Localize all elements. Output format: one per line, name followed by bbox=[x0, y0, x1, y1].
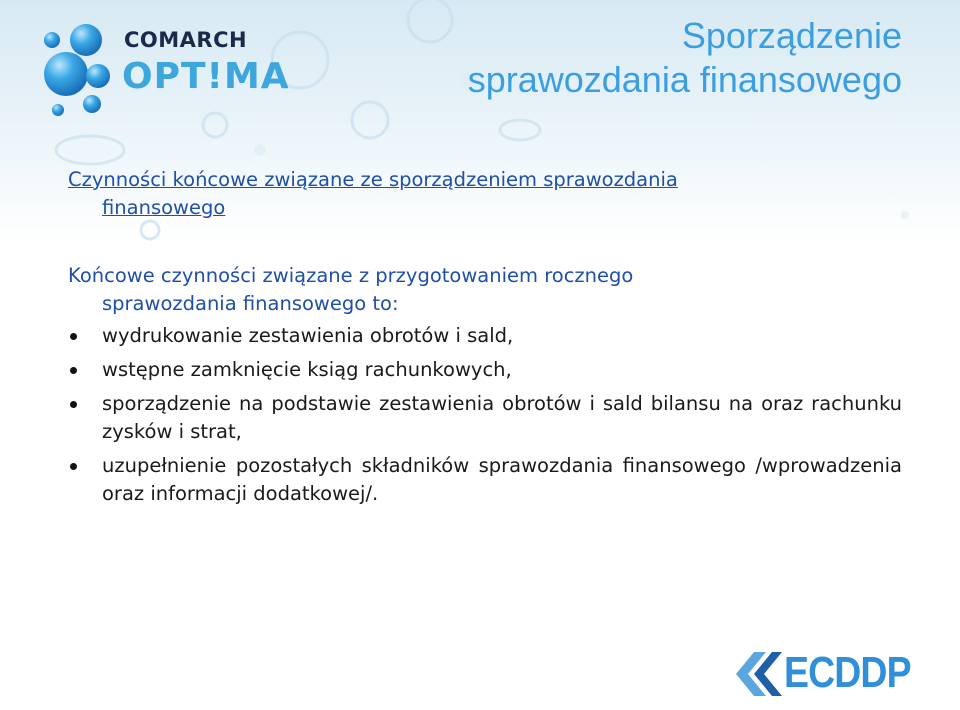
section-heading-line2: finansowego bbox=[102, 196, 226, 219]
intro-line1: Końcowe czynności związane z przygotowaniem rocznego bbox=[68, 264, 634, 287]
logo-brand-bottom: OPT!MA bbox=[122, 56, 290, 97]
section-heading-line1: Czynności końcowe związane ze sporządzeniem sprawozdania bbox=[68, 168, 678, 191]
bubbles-logo-icon bbox=[36, 18, 124, 128]
section-heading bbox=[68, 166, 902, 222]
bullet-list bbox=[68, 322, 902, 508]
list-item: sporządzenie na podstawie zestawienia obrotów i sald bilansu na oraz rachunku zysków i strat, bbox=[68, 390, 902, 446]
chevron-arrows-icon bbox=[724, 646, 784, 702]
list-item: uzupełnienie pozostałych składników sprawozdania finansowego /wprowadzenia oraz informacji dodatkowej/. bbox=[68, 452, 902, 508]
intro-paragraph bbox=[68, 262, 902, 318]
intro-line2: sprawozdania finansowego to: bbox=[102, 292, 399, 315]
comarch-optima-logo bbox=[36, 18, 290, 128]
ecddp-logo bbox=[724, 646, 911, 702]
slide-title bbox=[382, 14, 902, 102]
slide-content bbox=[68, 166, 902, 514]
list-item: wydrukowanie zestawienia obrotów i sald, bbox=[68, 322, 902, 350]
slide-title-line1: Sporządzenie bbox=[681, 15, 902, 56]
list-item: wstępne zamknięcie ksiąg rachunkowych, bbox=[68, 356, 902, 384]
slide-title-line2: sprawozdania finansowego bbox=[467, 59, 902, 100]
ecddp-logo-text: ECDDP bbox=[784, 648, 911, 697]
logo-brand-top: COMARCH bbox=[124, 28, 248, 52]
